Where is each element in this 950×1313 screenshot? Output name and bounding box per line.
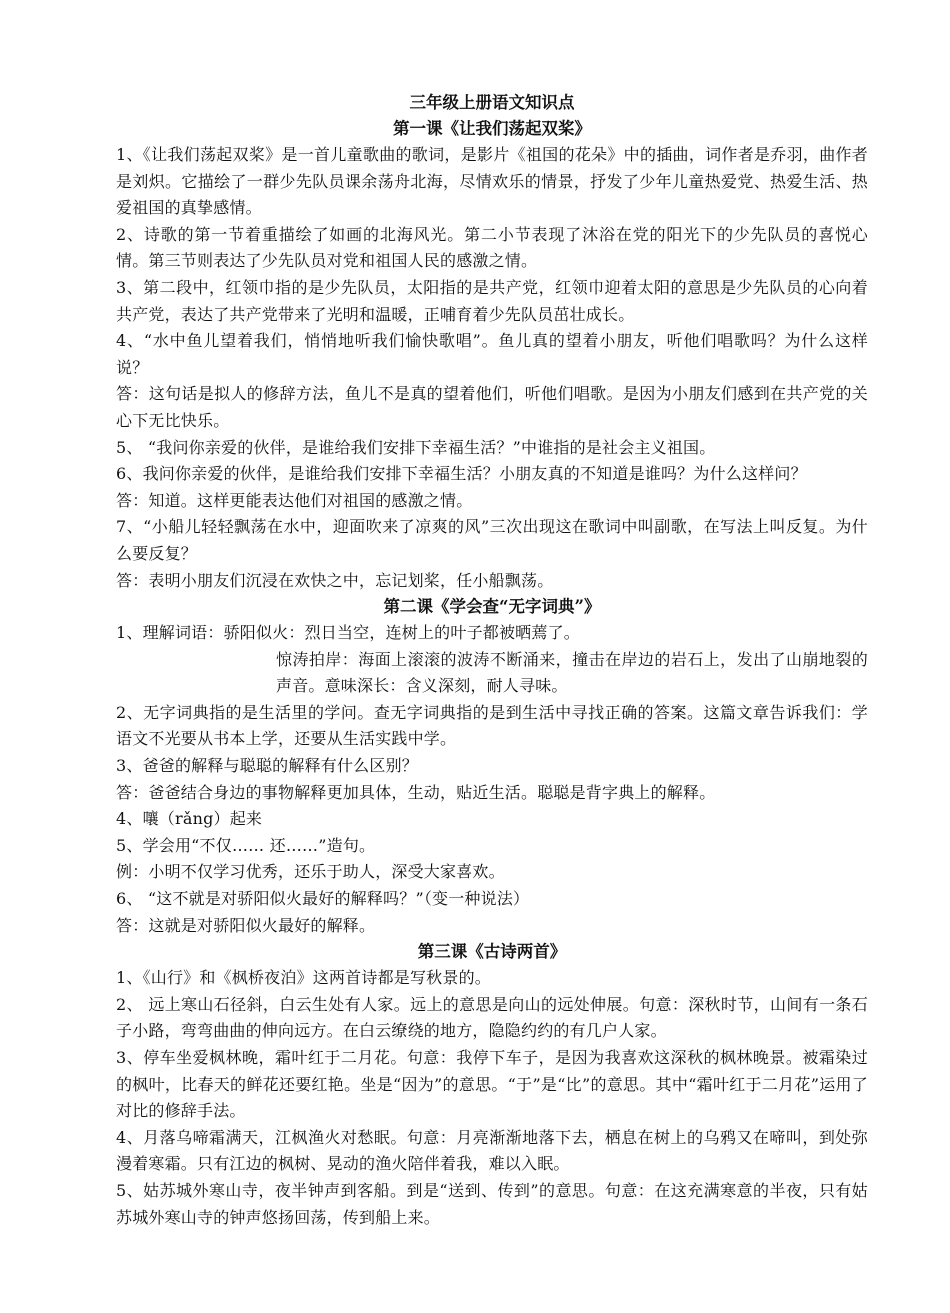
lesson-3-paragraph: 5、姑苏城外寒山寺，夜半钟声到客船。到是“送到、传到”的意思。句意：在这充满寒意的半夜，只有姑苏城外寒山寺的钟声悠扬回荡，传到船上来。	[116, 1180, 868, 1227]
lesson-2-paragraph: 5、学会用“不仅…… 还……”造句。	[116, 835, 376, 855]
lesson-1-paragraph: 3、第二段中，红领巾指的是少先队员，太阳指的是共产党，红领巾迎着太阳的意思是少先队员的心向着共产党，表达了共产党带来了光明和温暖，正哺育着少先队员茁壮成长。	[116, 277, 868, 324]
lesson-1-paragraph: 4、“水中鱼儿望着我们，悄悄地听我们愉快歌唱”。鱼儿真的望着小朋友，听他们唱歌吗？为什么这样说？	[116, 331, 868, 377]
lesson-2-paragraph: 答：这就是对骄阳似火最好的解释。	[116, 915, 376, 935]
lesson-2-paragraph: 例：小明不仅学习优秀，还乐于助人，深受大家喜欢。	[116, 862, 505, 882]
lesson-2-paragraph: 惊涛拍岸：海面上滚滚的波涛不断涌来，撞击在岸边的岩石上，发出了山崩地裂的声音。意味深长：含义深刻，耐人寻味。	[276, 649, 868, 696]
lesson-2-paragraph: 6、 “这不就是对骄阳似火最好的解释吗？”（变一种说法）	[116, 889, 530, 909]
lesson-1-paragraph: 答：表明小朋友们沉浸在欢快之中，忘记划桨，任小船飘荡。	[116, 570, 554, 590]
lesson-1-title: 第一课《让我们荡起双桨》	[393, 119, 591, 138]
lesson-1-paragraph: 1、《让我们荡起双桨》是一首儿童歌曲的歌词，是影片《祖国的花朵》中的插曲，词作者是乔羽，曲作者是刘炽。它描绘了一群少先队员课余荡舟北海，尽情欢乐的情景，抒发了少年儿童热爱党、热爱生活、热爱祖国的真挚感情。	[116, 145, 868, 218]
lesson-1-paragraph: 7、“小船儿轻轻飘荡在水中，迎面吹来了凉爽的风”三次出现这在歌词中叫副歌，在写法上叫反复。为什么要反复？	[116, 517, 868, 563]
lesson-2-paragraph: 3、爸爸的解释与聪聪的解释有什么区别？	[116, 756, 418, 776]
lesson-2-paragraph: 4、嚷（rǎng）起来	[116, 809, 263, 829]
lesson-2-paragraph: 1、理解词语：骄阳似火：烈日当空，连树上的叶子都被晒蔫了。	[116, 623, 580, 643]
lesson-1-paragraph: 答：知道。这样更能表达他们对祖国的感激之情。	[116, 490, 473, 510]
lesson-2-paragraph: 2、无字词典指的是生活里的学问。查无字词典指的是到生活中寻找正确的答案。这篇文章告诉我们：学语文不光要从书本上学，还要从生活实践中学。	[116, 702, 868, 749]
lesson-3-paragraph: 4、月落乌啼霜满天，江枫渔火对愁眠。句意：月亮渐渐地落下去，栖息在树上的乌鸦又在啼叫，到处弥漫着寒霜。只有江边的枫树、晃动的渔火陪伴着我，难以入眠。	[116, 1127, 868, 1174]
lesson-3-paragraph: 3、停车坐爱枫林晚，霜叶红于二月花。句意：我停下车子，是因为我喜欢这深秋的枫林晚景。被霜染过的枫叶，比春天的鲜花还要红艳。坐是“因为”的意思。“于”是“比”的意思。其中“霜叶红于二月花”运用了对比的修辞手法。	[116, 1048, 868, 1121]
lesson-3-title: 第三课《古诗两首》	[417, 942, 567, 962]
lesson-3-paragraph: 2、 远上寒山石径斜，白云生处有人家。远上的意思是向山的远处伸展。句意：深秋时节，山间有一条石子小路，弯弯曲曲的伸向远方。在白云缭绕的地方，隐隐约约的有几户人家。	[116, 994, 868, 1041]
lesson-1-paragraph: 答：这句话是拟人的修辞方法，鱼儿不是真的望着他们，听他们唱歌。是因为小朋友们感到在共产党的关心下无比快乐。	[116, 384, 868, 430]
document-page	[116, 90, 868, 1231]
lesson-1-paragraph: 5、 “我问你亲爱的伙伴，是谁给我们安排下幸福生活？”中谁指的是社会主义祖国。	[116, 437, 716, 457]
lesson-2-title: 第二课《学会查“无字词典”》	[383, 597, 601, 617]
lesson-2-paragraph: 答：爸爸结合身边的事物解释更加具体，生动，贴近生活。聪聪是背字典上的解释。	[116, 782, 716, 802]
lesson-1-paragraph: 6、我问你亲爱的伙伴，是谁给我们安排下幸福生活？小朋友真的不知道是谁吗？为什么这样问？	[116, 464, 807, 484]
lesson-3-paragraph: 1、《山行》和《枫桥夜泊》这两首诗都是写秋景的。	[116, 968, 491, 988]
document-title: 三年级上册语文知识点	[409, 93, 575, 112]
lesson-1-paragraph: 2、诗歌的第一节着重描绘了如画的北海风光。第二小节表现了沐浴在党的阳光下的少先队员的喜悦心情。第三节则表达了少先队员对党和祖国人民的感激之情。	[116, 224, 868, 271]
